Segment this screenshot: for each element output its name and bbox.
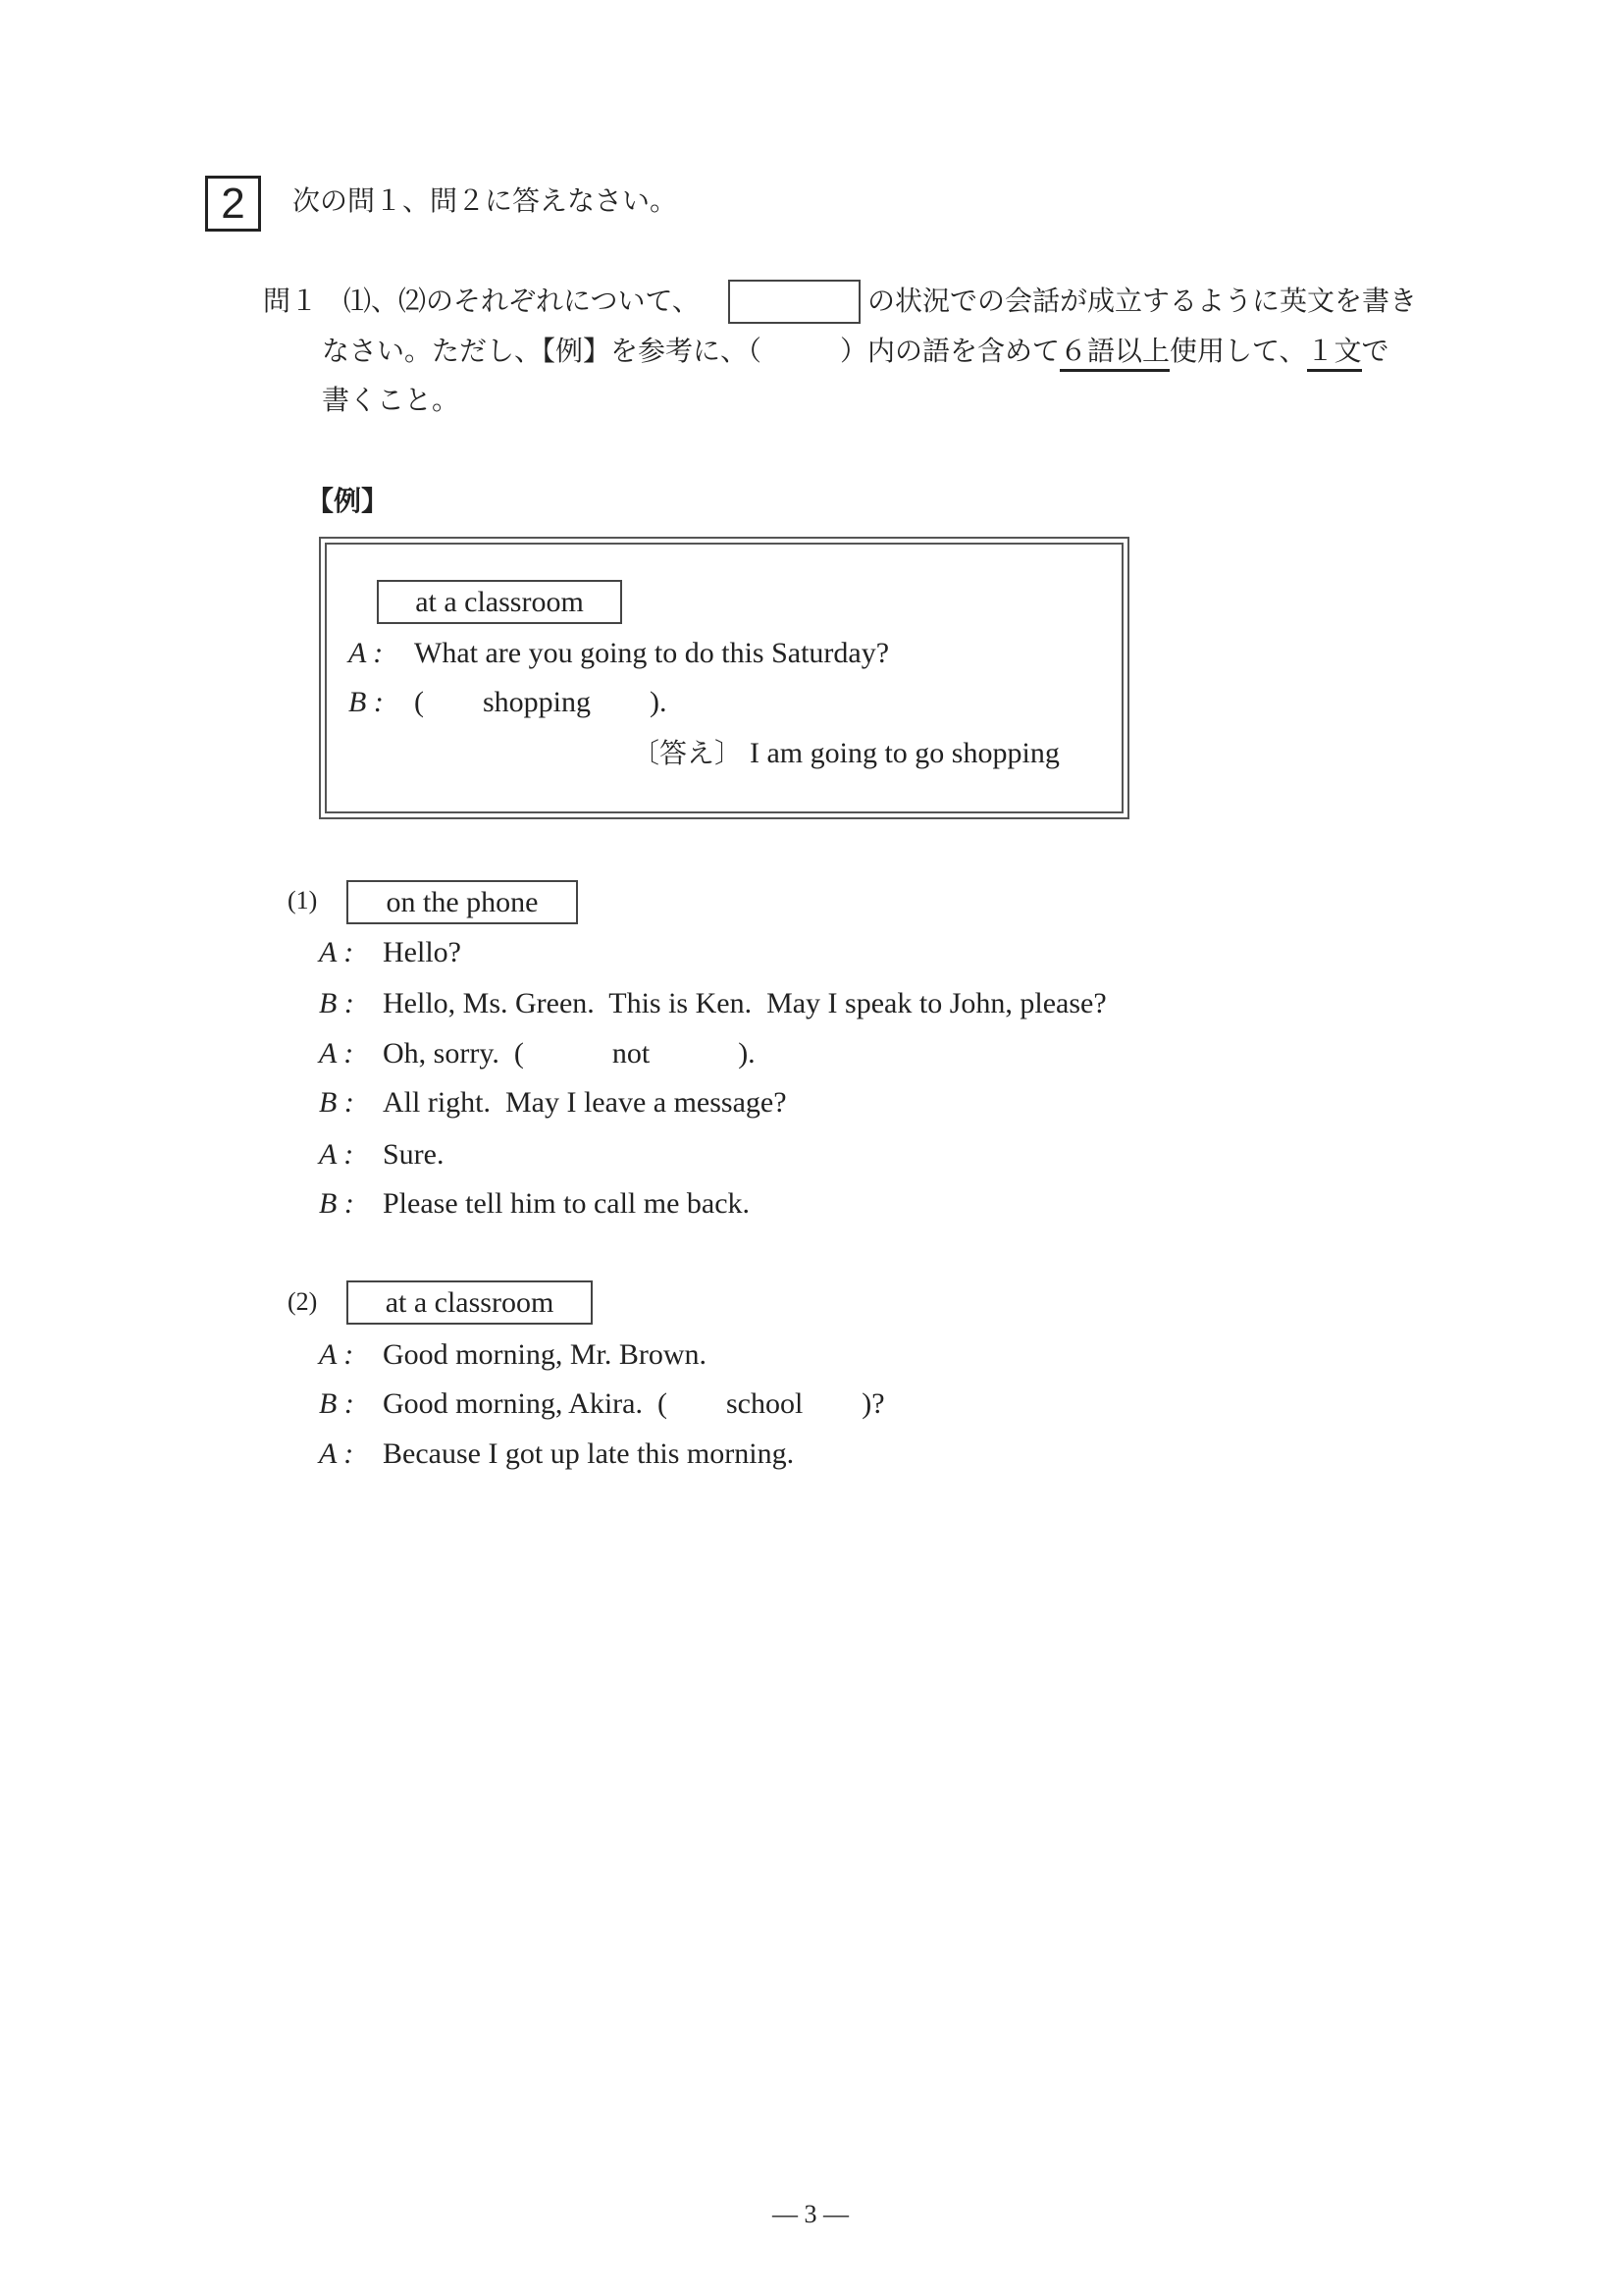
answer-label: 〔答え〕: [632, 737, 743, 769]
speaker: A :: [319, 936, 354, 968]
dialogue-line: Hello, Ms. Green. This is Ken. May I speak to John, please?: [383, 987, 1107, 1019]
speaker: B :: [319, 987, 354, 1019]
item-number: (1): [288, 886, 318, 914]
example-situation: at a classroom: [377, 580, 622, 624]
speaker: A :: [319, 1437, 354, 1470]
speaker: A :: [348, 637, 384, 669]
dialogue-line: ( shopping ).: [414, 686, 667, 718]
page-number: — 3 —: [772, 2200, 849, 2228]
question1-text-1a: ⑴、⑵のそれぞれについて、: [343, 285, 700, 317]
speaker: B :: [319, 1387, 354, 1420]
q1-l2c: 使用して、: [1170, 335, 1307, 367]
speaker: A :: [319, 1338, 354, 1371]
speaker: B :: [319, 1086, 354, 1119]
question1-line2: [322, 335, 1389, 367]
item-situation: at a classroom: [346, 1280, 593, 1325]
example-heading: 【例】: [306, 485, 390, 517]
q1-l2a: なさい。ただし、【例】を参考に、（: [322, 335, 762, 367]
section-number: 2: [205, 176, 261, 232]
dialogue-line: Oh, sorry. ( not ).: [383, 1037, 756, 1070]
speaker: A :: [319, 1037, 354, 1070]
dialogue-line: Please tell him to call me back.: [383, 1187, 751, 1220]
question1-line3: 書くこと。: [322, 384, 460, 416]
q1-l2b: ）内の語を含めて: [840, 335, 1061, 367]
instruction: 次の問１、問２に答えなさい。: [292, 184, 678, 217]
q1-l2d: で: [1361, 335, 1389, 367]
item-situation: on the phone: [346, 880, 578, 924]
q1-underline-sentence: １文: [1307, 335, 1362, 372]
question1-text-1b: の状況での会話が成立するように英文を書き: [867, 285, 1418, 317]
dialogue-line: All right. May I leave a message?: [383, 1086, 787, 1119]
speaker: B :: [319, 1187, 354, 1220]
dialogue-line: What are you going to do this Saturday?: [414, 637, 890, 669]
dialogue-line: Because I got up late this morning.: [383, 1437, 795, 1470]
speaker: B :: [348, 686, 384, 718]
dialogue-line: Hello?: [383, 936, 461, 968]
speaker: A :: [319, 1138, 354, 1171]
answer-text: I am going to go shopping: [750, 737, 1060, 769]
situation-box-placeholder: [728, 280, 861, 324]
question1-label: 問１: [263, 285, 319, 317]
item-number: (2): [288, 1287, 318, 1316]
dialogue-line: Good morning, Akira. ( school )?: [383, 1387, 885, 1420]
q1-underline-words: ６語以上: [1060, 335, 1170, 372]
dialogue-line: Good morning, Mr. Brown.: [383, 1338, 707, 1371]
dialogue-line: Sure.: [383, 1138, 445, 1171]
